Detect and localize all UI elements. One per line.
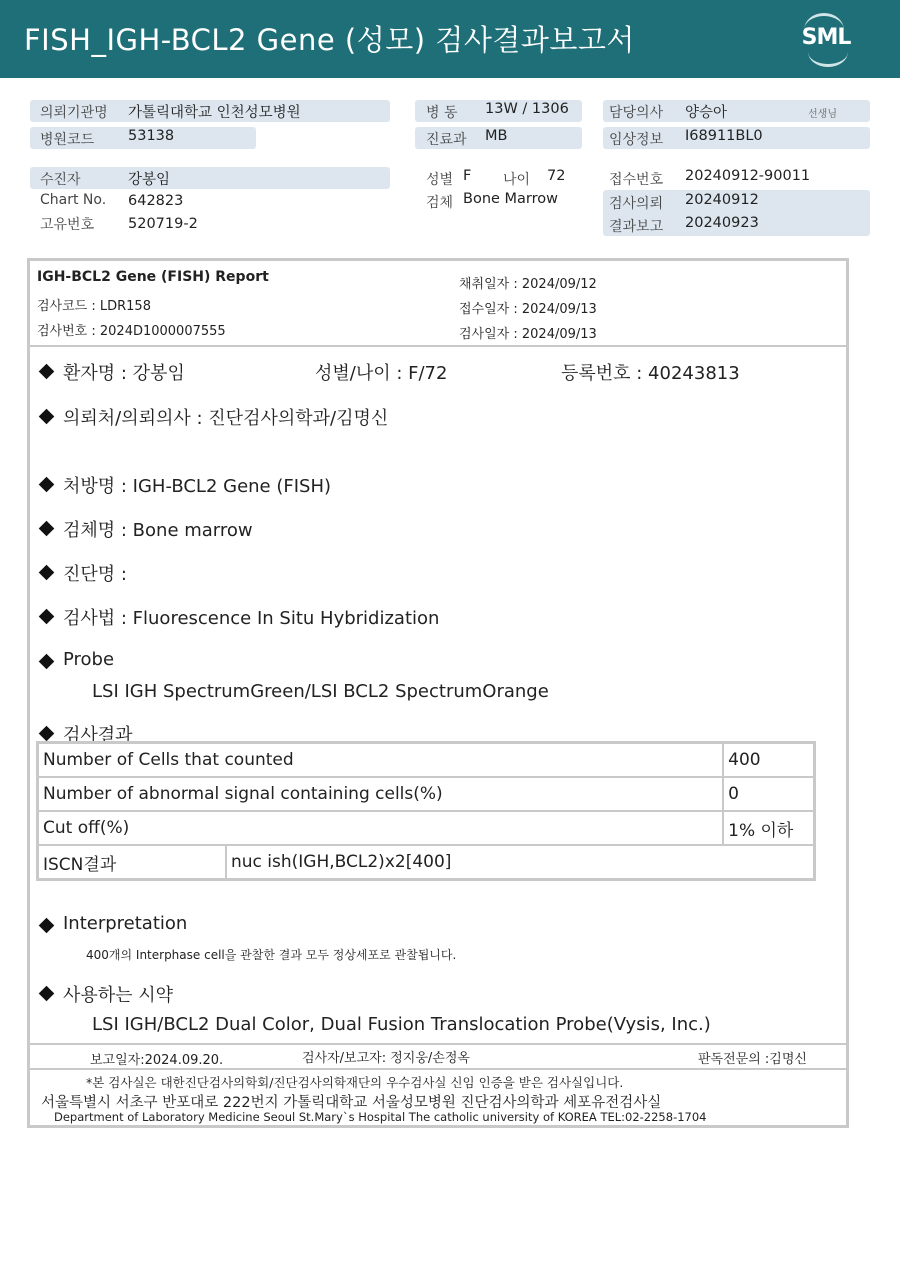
clinical-value: I68911BL0 <box>685 128 763 144</box>
interpretation-text: 400개의 Interphase cell을 관찰한 결과 모두 정상세포로 관찰됩니다. <box>86 948 457 962</box>
bullet-diamond-icon <box>39 477 55 493</box>
patient-name: 환자명 : 강봉임 <box>63 363 185 384</box>
interpretation-heading: Interpretation <box>63 913 188 934</box>
iscn-value: nuc ish(IGH,BCL2)x2[400] <box>226 845 815 880</box>
table-row <box>38 811 815 845</box>
result-value: 1% 이하 <box>723 811 814 845</box>
unique-id-label: 고유번호 <box>40 217 95 233</box>
table-row <box>38 743 815 778</box>
bullet-diamond-icon <box>39 609 55 625</box>
bullet-diamond-icon <box>39 565 55 581</box>
bullet-diamond-icon <box>39 364 55 380</box>
bullet-diamond-icon <box>39 409 55 425</box>
report-header-divider <box>30 345 846 347</box>
receive-date: 접수일자 : 2024/09/13 <box>459 302 597 317</box>
dept-label: 진료과 <box>426 132 467 148</box>
footer-divider-bottom <box>30 1068 846 1070</box>
dept-value: MB <box>485 128 508 144</box>
bullet-diamond-icon <box>39 918 55 934</box>
prescription: 처방명 : IGH-BCL2 Gene (FISH) <box>63 476 332 497</box>
result-value: 400 <box>723 743 814 778</box>
patient-value: 강봉임 <box>128 172 171 188</box>
clinical-label: 임상정보 <box>609 132 664 148</box>
report-date-label: 결과보고 <box>609 219 664 235</box>
hospital-code-value: 53138 <box>128 128 175 144</box>
result-table <box>36 741 816 881</box>
report-header <box>0 0 900 78</box>
sex-value: F <box>463 168 472 184</box>
result-value: 0 <box>723 777 814 811</box>
test-code: 검사코드 : LDR158 <box>37 299 151 314</box>
specimen-name: 검체명 : Bone marrow <box>63 520 253 541</box>
result-heading: 검사결과 <box>63 725 133 746</box>
reporter: 검사자/보고자: 정지웅/손정옥 <box>302 1051 470 1066</box>
hospital-code-label: 병원코드 <box>40 132 95 148</box>
report-issue-date: 보고일자:2024.09.20. <box>90 1053 224 1068</box>
bullet-diamond-icon <box>39 521 55 537</box>
logo-text: SML <box>801 25 851 50</box>
logo-arc-bottom <box>808 52 848 67</box>
sml-logo <box>800 12 852 64</box>
request-value: 20240912 <box>685 192 759 208</box>
bullet-diamond-icon <box>39 726 55 742</box>
sex-label: 성별 <box>426 172 454 188</box>
report-box-title: IGH-BCL2 Gene (FISH) Report <box>37 269 269 285</box>
accession-label: 접수번호 <box>609 172 664 188</box>
test-date: 검사일자 : 2024/09/13 <box>459 327 597 342</box>
chart-label: Chart No. <box>40 192 107 208</box>
registration-number: 등록번호 : 40243813 <box>561 363 740 384</box>
report-box <box>27 258 849 1128</box>
table-row <box>38 845 815 880</box>
test-number: 검사번호 : 2024D1000007555 <box>37 324 226 339</box>
report-title: FISH_IGH-BCL2 Gene (성모) 검사결과보고서 <box>24 23 635 57</box>
bar-patient <box>30 167 390 189</box>
doctor-label: 담당의사 <box>609 105 664 121</box>
department-line: Department of Laboratory Medicine Seoul St.Mary`s Hospital The catholic university of KOREA TEL:02-2258-1704 <box>54 1110 707 1124</box>
reagent-heading: 사용하는 시약 <box>63 985 174 1006</box>
ward-label: 병 동 <box>426 105 458 121</box>
reagent-value: LSI IGH/BCL2 Dual Color, Dual Fusion Translocation Probe(Vysis, Inc.) <box>92 1014 711 1035</box>
footer-divider-top <box>30 1043 846 1045</box>
probe-heading: Probe <box>63 649 115 670</box>
age-value: 72 <box>547 168 566 184</box>
institution-label: 의뢰기관명 <box>40 105 108 121</box>
unique-id-value: 520719-2 <box>128 216 198 232</box>
report-date-value: 20240923 <box>685 215 759 231</box>
iscn-label: ISCN결과 <box>38 845 227 880</box>
accession-value: 20240912-90011 <box>685 168 811 184</box>
request-label: 검사의뢰 <box>609 196 664 212</box>
patient-label: 수진자 <box>40 172 81 188</box>
specialist: 판독전문의 :김명신 <box>698 1052 807 1067</box>
result-label: Number of Cells that counted <box>38 743 724 778</box>
age-label: 나이 <box>503 172 531 188</box>
ward-value: 13W / 1306 <box>485 101 569 117</box>
doctor-suffix: 선생님 <box>808 109 837 120</box>
collect-date: 채취일자 : 2024/09/12 <box>459 277 597 292</box>
lab-address: 서울특별시 서초구 반포대로 222번지 가톨릭대학교 서울성모병원 진단검사의학과 세포유전검사실 <box>41 1095 662 1111</box>
institution-value: 가톨릭대학교 인천성모병원 <box>128 105 301 121</box>
bullet-diamond-icon <box>39 986 55 1002</box>
doctor-value: 양승아 <box>685 105 728 121</box>
referrer: 의뢰처/의뢰의사 : 진단검사의학과/김명신 <box>63 408 389 429</box>
specimen-value: Bone Marrow <box>463 191 559 207</box>
probe-value: LSI IGH SpectrumGreen/LSI BCL2 SpectrumOrange <box>92 681 549 702</box>
sex-age: 성별/나이 : F/72 <box>315 363 448 384</box>
specimen-label: 검체 <box>426 195 454 211</box>
diagnosis: 진단명 : <box>63 564 127 585</box>
result-label: Number of abnormal signal containing cells(%) <box>38 777 724 811</box>
result-label: Cut off(%) <box>38 811 724 845</box>
test-method: 검사법 : Fluorescence In Situ Hybridization <box>63 608 440 629</box>
table-row <box>38 777 815 811</box>
bullet-diamond-icon <box>39 654 55 670</box>
chart-value: 642823 <box>128 193 184 209</box>
certification-note: *본 검사실은 대한진단검사의학회/진단검사의학재단의 우수검사실 신임 인증을 받은 검사실입니다. <box>86 1075 624 1090</box>
